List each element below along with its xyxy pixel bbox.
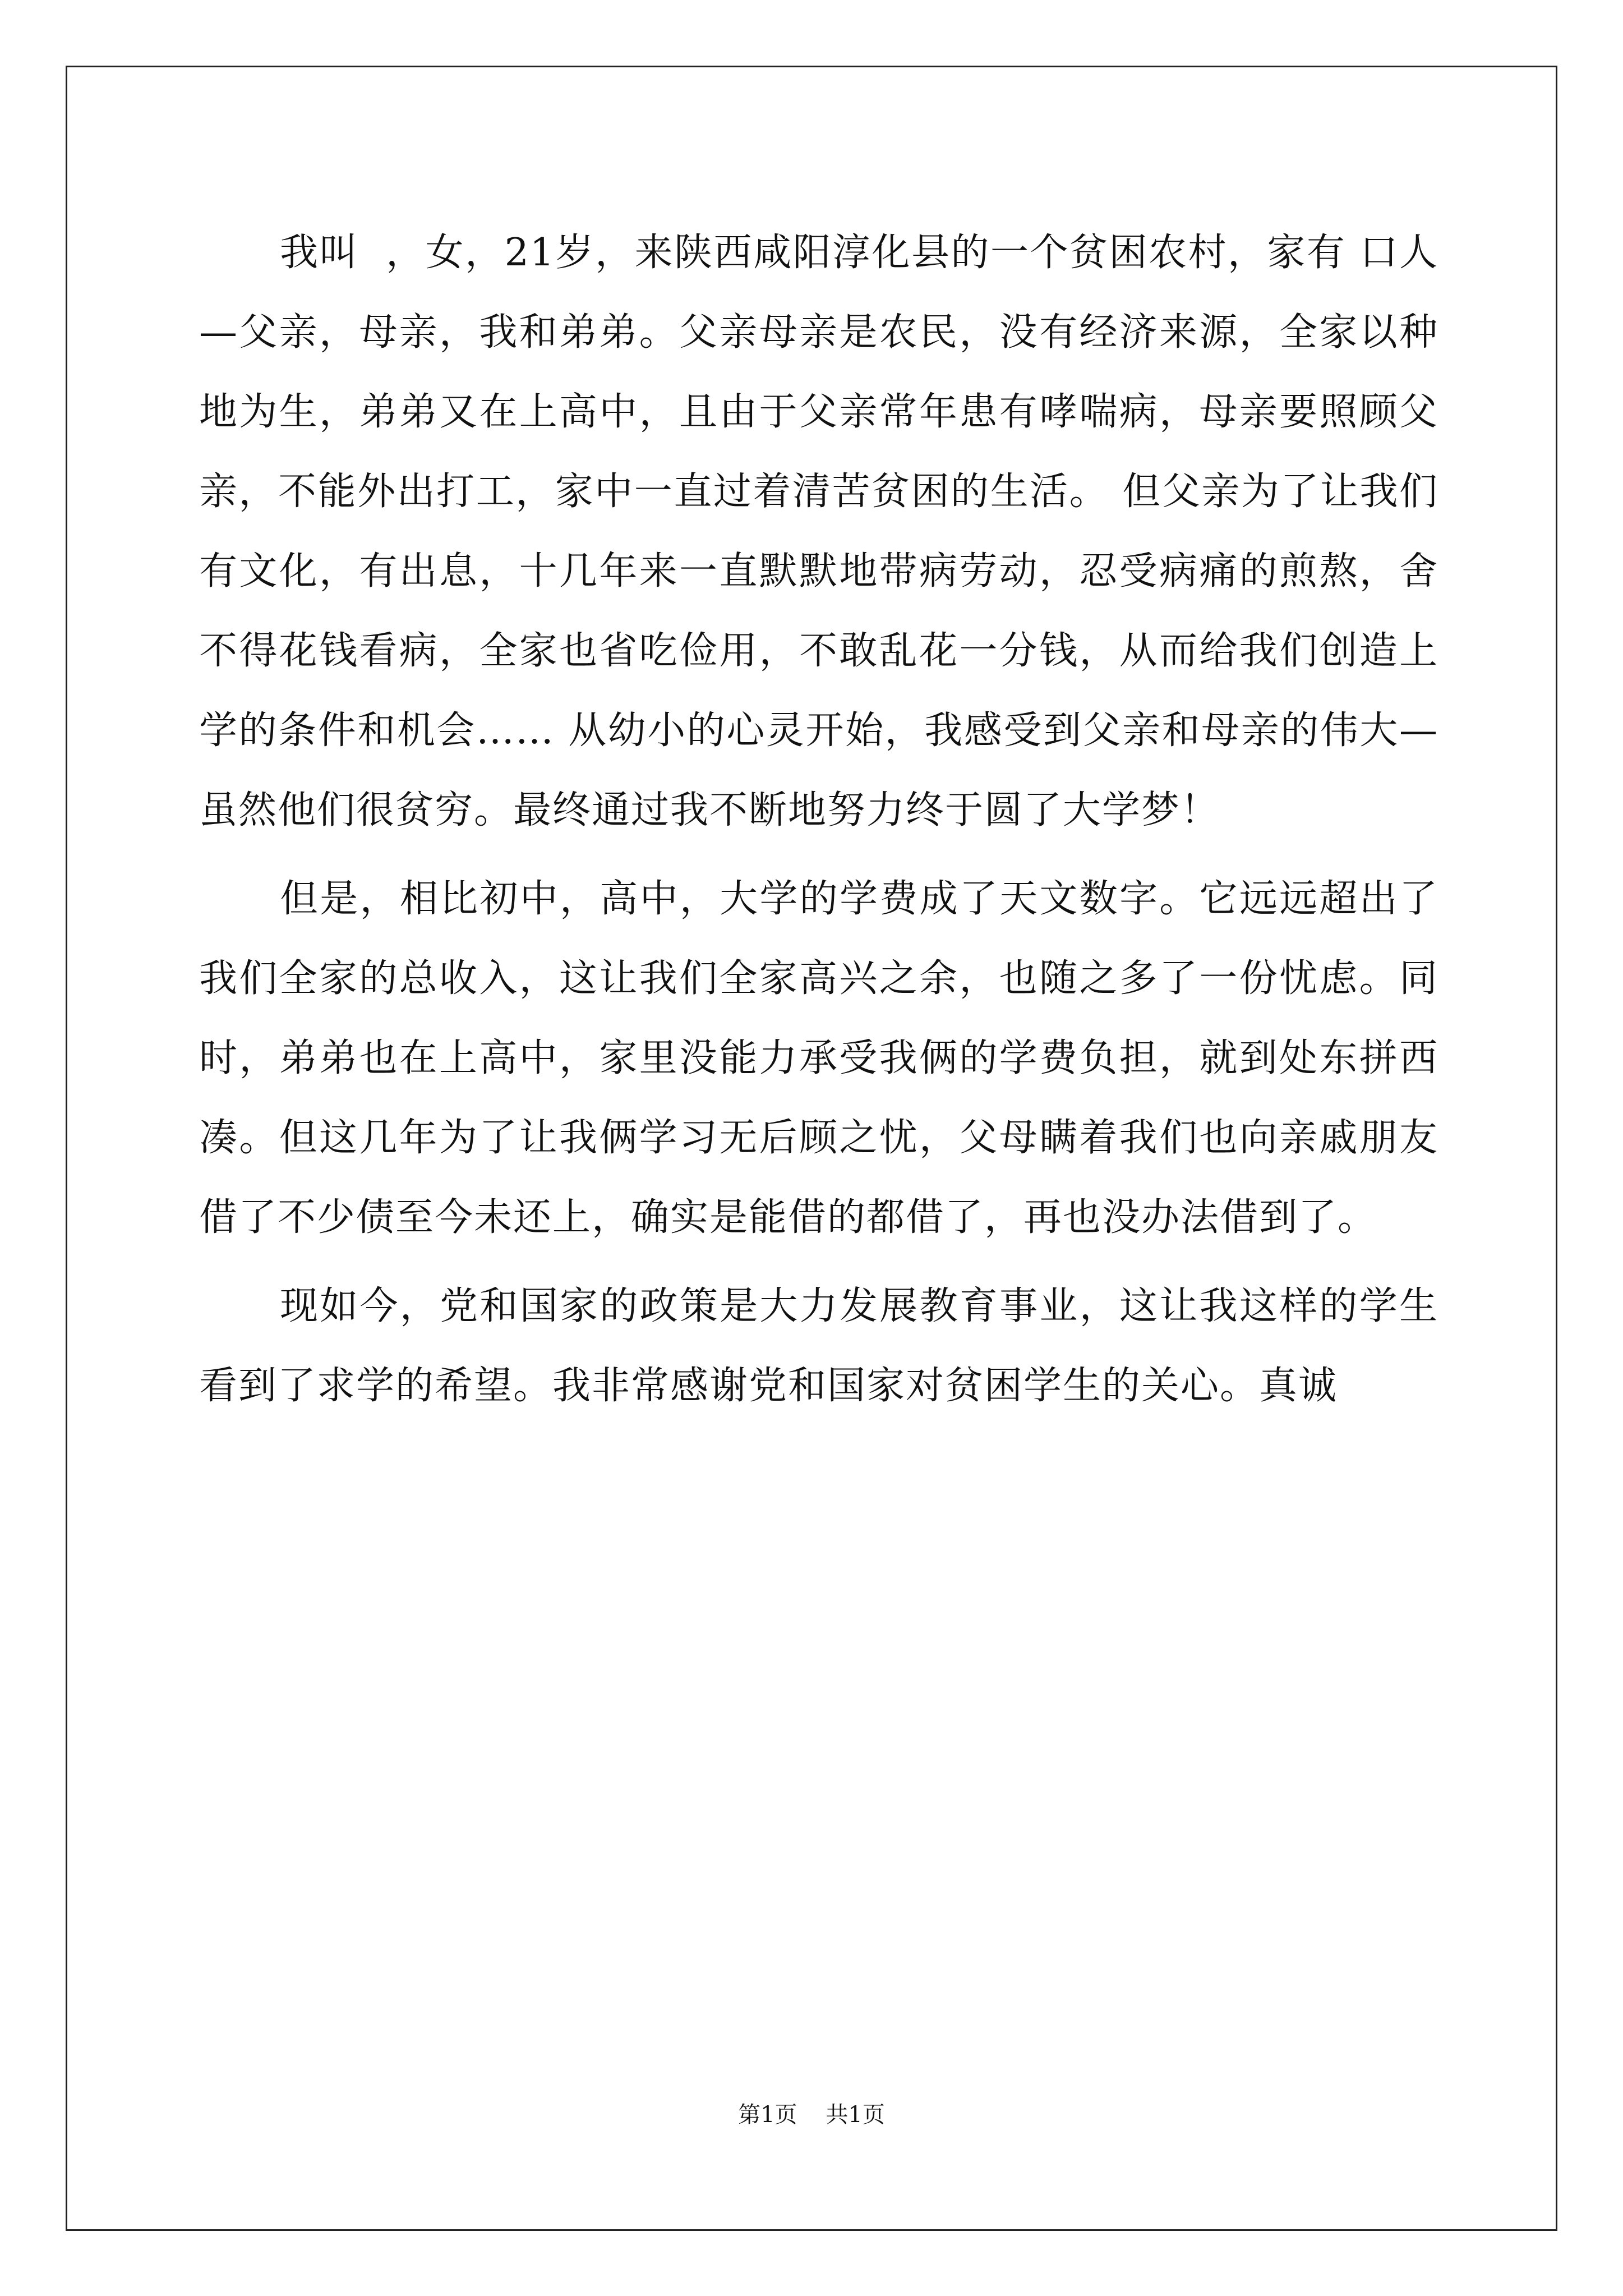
page-footer — [0, 2098, 1623, 2132]
document-body — [199, 213, 1438, 1435]
page-total: 共1页 — [826, 2102, 885, 2128]
paragraph-3: 现如今，党和国家的政策是大力发展教育事业，这让我这样的学生看到了求学的希望。我非常感谢党和国家对贫困学生的关心。真诚 — [199, 1284, 1438, 1408]
paragraph-2: 但是，相比初中，高中，大学的学费成了天文数字。它远远超出了我们全家的总收入，这让我们全家高兴之余，也随之多了一份忧虑。同时，弟弟也在上高中，家里没能力承受我俩的学费负担，就到处东拼西凑。但这几年为了让我俩学习无后顾之忧，父母瞒着我们也向亲戚朋友借了不少债至今未还上，确实是能借的都借了，再也没办法借到了。 — [199, 877, 1438, 1240]
paragraph-1: 我叫 ，女，21岁，来陕西咸阳淳化县的一个贫困农村，家有 口人—父亲，母亲，我和弟弟。父亲母亲是农民，没有经济来源，全家以种地为生，弟弟又在上高中，且由于父亲常年患有哮喘病，母亲要照顾父亲，不能外出打工，家中一直过着清苦贫困的生活。 但父亲为了让我们有文化，有出息，十几年来一直默默地带病劳动，忍受病痛的煎熬，舍不得花钱看病，全家也省吃俭用，不敢乱花一分钱，从而给我们创造上学的条件和机会…… 从幼小的心灵开始，我感受到父亲和母亲的伟大—虽然他们很贫穷。最终通过我不断地努力终于圆了大学梦！ — [199, 231, 1439, 832]
page-number: 第1页 — [738, 2102, 797, 2128]
